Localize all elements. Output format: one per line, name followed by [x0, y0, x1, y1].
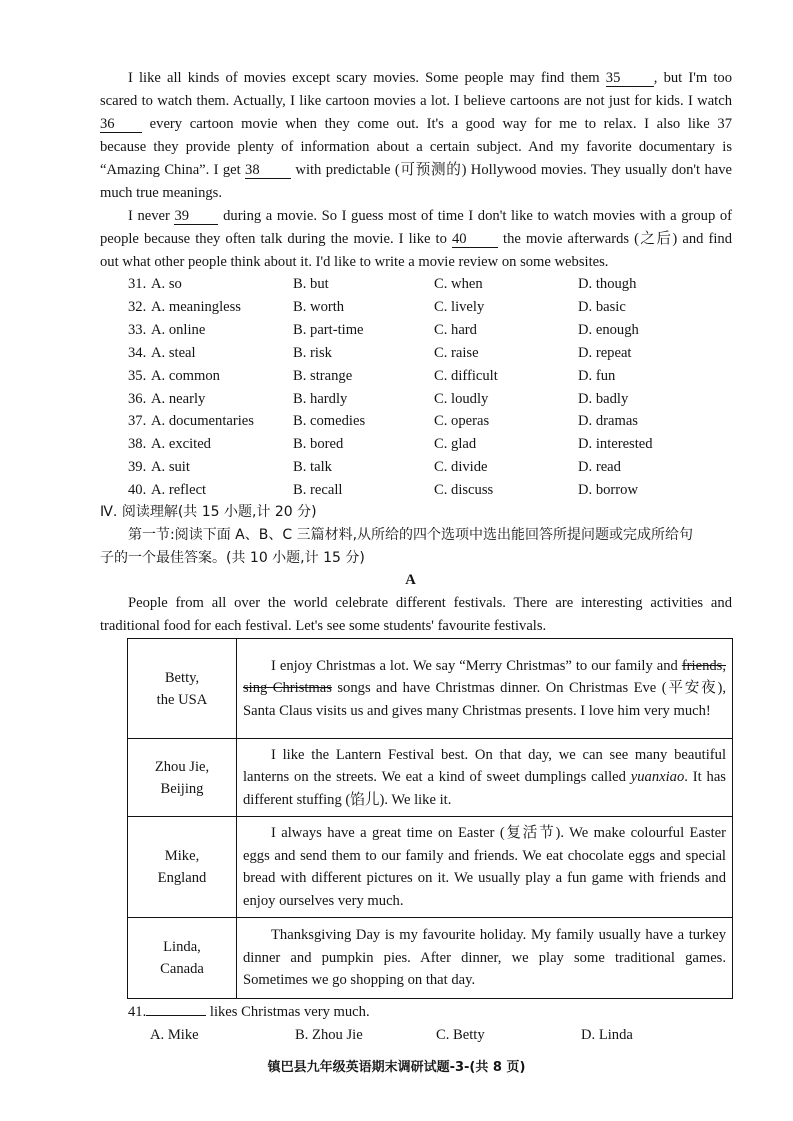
option-b[interactable]: B. but [293, 276, 329, 292]
option-c[interactable]: C. discuss [434, 482, 494, 498]
option-a[interactable]: A. suit [151, 459, 190, 475]
option-c[interactable]: C. difficult [434, 368, 498, 384]
option-b[interactable]: B. comedies [293, 413, 366, 429]
name-line: Mike, [164, 848, 200, 864]
passage-text: I like all kinds of movies except scary movies. Some people may find them [128, 70, 600, 86]
question-number: 37. [128, 413, 147, 429]
option-d[interactable]: D. repeat [578, 345, 632, 361]
passage-label: A [405, 572, 416, 588]
option-d[interactable]: D. basic [578, 299, 626, 315]
blank-38: 38 [245, 162, 291, 179]
question-number: 36. [128, 391, 147, 407]
table-row [128, 639, 733, 739]
festival-table [127, 638, 733, 999]
place-line: the USA [156, 691, 208, 708]
name-line: Linda, [163, 939, 201, 955]
option-a[interactable]: A. nearly [151, 391, 206, 407]
question-36 [128, 389, 728, 409]
question-number: 41. [128, 1004, 147, 1020]
passage-line: much true meanings. [100, 185, 222, 201]
question-number: 32. [128, 299, 147, 315]
table-row [128, 817, 733, 918]
passage-text: with predictable (可预测的) Hollywood movies. They usually don't have [295, 162, 733, 178]
option-a[interactable]: A. reflect [151, 482, 207, 498]
blank-35: 35 [606, 70, 654, 87]
question-41-options [150, 1025, 750, 1045]
option-d[interactable]: D. though [578, 276, 637, 292]
option-d[interactable]: D. interested [578, 436, 653, 452]
question-number: 39. [128, 459, 147, 475]
passage-line [100, 229, 732, 249]
option-a[interactable]: A. steal [151, 345, 196, 361]
section-instruction: 第一节:阅读下面 A、B、C 三篇材料,从所给的四个选项中选出能回答所提问题或完成所给句 [128, 527, 694, 543]
description-text: songs and have Christmas dinner. On Christmas Eve (平安夜), Santa Claus visits us and gives many Christmas presents. I love him very much! [243, 680, 726, 719]
page-footer: 镇巴县九年级英语期末调研试题-3-(共 8 页) [267, 1060, 526, 1075]
question-39 [128, 457, 728, 477]
student-name [128, 639, 237, 739]
option-d[interactable]: D. Linda [581, 1027, 633, 1043]
blank-36: 36 [100, 116, 142, 133]
reading-intro: People from all over the world celebrate different festivals. There are interesting activities and [128, 595, 732, 611]
question-40 [128, 480, 728, 500]
passage-text: I never [128, 208, 170, 224]
student-description [237, 918, 733, 999]
passage-line [100, 160, 732, 180]
question-number: 31. [128, 276, 147, 292]
blank-40: 40 [452, 231, 498, 248]
passage-text: people because they often talk during the movie. I like to [100, 231, 447, 247]
italic-term: yuanxiao [630, 769, 685, 786]
crossed-out-text: friends, sing Christmas [243, 657, 726, 697]
student-name [128, 817, 237, 918]
question-35 [128, 366, 728, 386]
option-d[interactable]: D. badly [578, 391, 629, 407]
place-line: England [157, 870, 207, 886]
answer-blank [146, 1015, 206, 1016]
blank-39: 39 [174, 208, 218, 225]
option-b[interactable]: B. bored [293, 436, 344, 452]
passage-text: the movie afterwards (之后) and find [503, 231, 733, 247]
option-d[interactable]: D. dramas [578, 413, 638, 429]
question-38 [128, 434, 728, 454]
option-d[interactable]: D. enough [578, 322, 639, 338]
question-number: 38. [128, 436, 147, 452]
option-a[interactable]: A. documentaries [151, 413, 254, 429]
option-b[interactable]: B. hardly [293, 391, 348, 407]
question-41 [128, 1002, 760, 1022]
question-32 [128, 297, 728, 317]
name-line: Zhou Jie, [154, 758, 210, 775]
description-text: I like the Lantern Festival best. On that day, we can see many beautiful lanterns on the streets. We eat a kind of sweet dumplings called [243, 746, 726, 786]
name-line: Betty, [164, 669, 200, 686]
option-c[interactable]: C. when [434, 276, 483, 292]
option-d[interactable]: D. read [578, 459, 621, 475]
table-row [128, 918, 733, 999]
option-c[interactable]: C. divide [434, 459, 488, 475]
reading-intro: traditional food for each festival. Let's see some students' favourite festivals. [100, 618, 547, 634]
option-b[interactable]: B. Zhou Jie [295, 1027, 363, 1043]
option-c[interactable]: C. operas [434, 413, 490, 429]
option-c[interactable]: C. hard [434, 322, 477, 338]
question-number: 34. [128, 345, 147, 361]
student-description [237, 739, 733, 817]
question-number: 35. [128, 368, 147, 384]
option-d[interactable]: D. fun [578, 368, 616, 384]
description-text: . It has different stuffing (馅儿). We like it. [243, 769, 726, 808]
option-a[interactable]: A. common [151, 368, 220, 384]
passage-line [128, 68, 732, 88]
option-c[interactable]: C. loudly [434, 391, 489, 407]
option-c[interactable]: C. glad [434, 436, 477, 452]
description-text: I enjoy Christmas a lot. We say “Merry Christmas” to our family and [271, 657, 682, 674]
student-name [128, 918, 237, 999]
student-description [237, 639, 733, 739]
passage-line [100, 114, 732, 134]
passage-text: during a movie. So I guess most of time I don't like to watch movies with a group of [223, 208, 733, 224]
passage-line: because they provide plenty of information about a certain subject. And my favorite documentary is [100, 139, 732, 155]
option-c[interactable]: C. raise [434, 345, 479, 361]
option-b[interactable]: B. worth [293, 299, 345, 315]
option-a[interactable]: A. Mike [150, 1027, 199, 1043]
description-text: I always have a great time on Easter (复活节). We make colourful Easter eggs and send them to our family and friends. We eat chocolate eggs and special bread with different pictures on it. We usually play a fun game with friends and enjoy ourselves very much. [243, 825, 726, 909]
option-d[interactable]: D. borrow [578, 482, 638, 498]
question-number: 33. [128, 322, 147, 338]
description-text: Thanksgiving Day is my favourite holiday. My family usually have a turkey dinner and pumpkin pies. After dinner, we play some traditional games. Sometimes we go shopping on that day. [243, 927, 726, 989]
option-b[interactable]: B. risk [293, 345, 332, 361]
section-instruction: 子的一个最佳答案。(共 10 小题,计 15 分) [100, 550, 365, 566]
passage-line [128, 206, 732, 226]
passage-line: scared to watch them. Actually, I like cartoon movies a lot. I believe cartoons are not just for kids. I watch [100, 93, 732, 109]
place-line: Canada [160, 961, 204, 977]
option-a[interactable]: A. meaningless [151, 299, 241, 315]
question-stem: likes Christmas very much. [209, 1004, 370, 1020]
option-c[interactable]: C. Betty [436, 1027, 485, 1043]
question-37 [128, 411, 728, 431]
place-line: Beijing [160, 780, 204, 797]
table-row [128, 739, 733, 817]
passage-line: out what other people think about it. I'd like to write a movie review on some websites. [100, 254, 609, 270]
option-b[interactable]: B. talk [293, 459, 332, 475]
option-b[interactable]: B. strange [293, 368, 353, 384]
option-a[interactable]: A. so [151, 276, 182, 292]
option-a[interactable]: A. excited [151, 436, 211, 452]
passage-text: , but I'm too [653, 70, 732, 86]
option-b[interactable]: B. recall [293, 482, 343, 498]
student-name [128, 739, 237, 817]
option-c[interactable]: C. lively [434, 299, 485, 315]
passage-text: every cartoon movie when they come out. It's a good way for me to relax. I also like [149, 116, 710, 132]
question-number: 40. [128, 482, 147, 498]
student-description [237, 817, 733, 918]
question-31 [128, 274, 728, 294]
blank-37: 37 [717, 116, 732, 132]
section-title: Ⅳ. 阅读理解(共 15 小题,计 20 分) [100, 504, 317, 520]
option-a[interactable]: A. online [151, 322, 206, 338]
option-b[interactable]: B. part-time [293, 322, 364, 338]
question-34 [128, 343, 728, 363]
passage-text: “Amazing China”. I get [100, 162, 241, 178]
question-33 [128, 320, 728, 340]
